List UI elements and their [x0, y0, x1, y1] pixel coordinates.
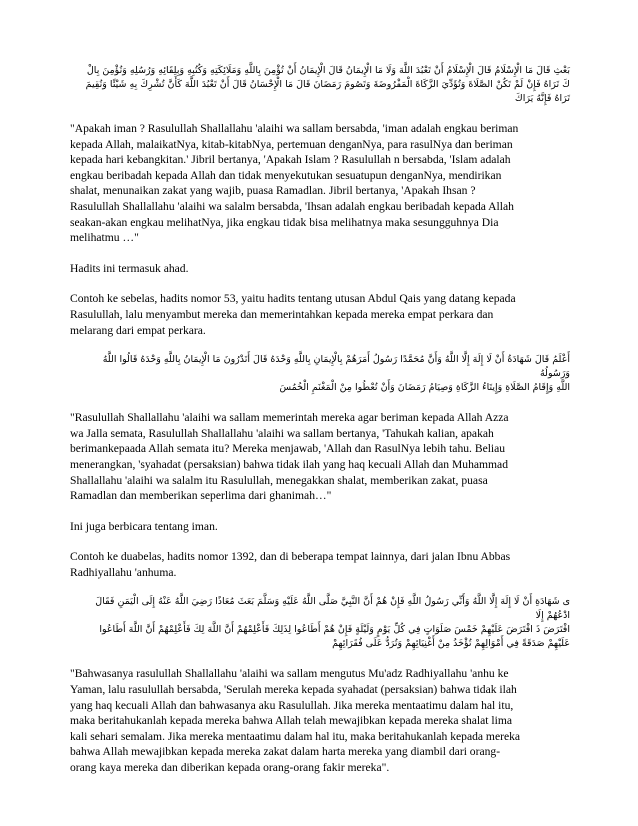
translation-line: kepada hari kebangkitan.' Jibril bertanya, 'Apakah Islam ? Rasulullah n bersabda, 'Islam adalah: [70, 153, 511, 167]
translation-line: "Apakah iman ? Rasulullah Shallallahu 'alaihi wa sallam bersabda, 'iman adalah engkau beriman: [70, 122, 519, 135]
translation-line: maka beritahukanlah kepada mereka bahwa Allah telah mewajibkan kepada mereka shalat lima: [70, 714, 512, 728]
translation-line: Yaman, lalu rasulullah bersabda, 'Serulah mereka kepada syahadat (persaksian) bahwa tidak ilah: [70, 683, 517, 697]
translation-line: "Rasulullah Shallallahu 'alaihi wa sallam memerintah mereka agar beriman kepada Allah Azza: [70, 411, 509, 425]
example-eleven-intro: [70, 291, 570, 338]
hadith-abdul-qais-arabic: [70, 353, 570, 395]
translation-line: engkau beribadah kepada Allah dan tidak menyekutukan sesuatupun denganNya, mendirikan: [70, 168, 502, 182]
hadith-jibril-arabic: [70, 64, 570, 106]
hadith-jibril-translation: [70, 121, 570, 246]
hadits-ahad-note: Hadits ini termasuk ahad.: [70, 261, 189, 275]
translation-line: orang kaya mereka dan diberikan kepada orang-orang fakir mereka".: [70, 761, 390, 775]
arabic-line: أَعْلَمُ قَالَ شَهَادَةُ أَنْ لَا إِلَهَ إِلَّا اللَّهُ وَأَنَّ مُحَمَّدًا رَسُولُ أَمَرَهُمْ بِالْإِيمَانِ بِاللَّهِ وَحْدَهُ قَالَ أَتَدْرُونَ مَا الْإِيمَانُ بِاللَّهِ وَحْدَهُ قَالُوا اللَّهُ وَرَسُولُهُ: [102, 354, 570, 380]
translation-line: Rasulullah Shallallahu 'alaihi wa salalm bersabda, 'Ihsan adalah engkau beribadah kepada Allah: [70, 199, 514, 213]
translation-line: wa Jalla semata, Rasulullah Shallallahu 'alaihi wa sallam bertanya, 'Tahukah kalian, apakah: [70, 426, 494, 440]
intro-line: Contoh ke duabelas, hadits nomor 1392, dan di beberapa tempat lainnya, dari jalan Ibnu Abbas: [70, 550, 511, 564]
arabic-line: كَ تَرَاهُ فَإِنْ لَمْ تَكُنْ الصَّلَاةَ وَتُؤَدِّيَ الزَّكَاةَ الْمَفْرُوضَةَ وَتَصُومَ رَمَضَانَ قَالَ مَا الْإِحْسَانُ قَالَ أَنْ تَعْبُدَ اللَّهَ كَأَنَّ تُشْرِكَ بِهِ شَيْئًا وَتُقِيمَ: [85, 79, 570, 90]
translation-line: bahwa Allah mewajibkan kepada mereka zakat dalam harta mereka yang diambil dari orang-: [70, 745, 501, 759]
example-twelve-intro: [70, 549, 570, 580]
intro-line: Contoh ke sebelas, hadits nomor 53, yaitu hadits tentang utusan Abdul Qais yang datang kepada: [70, 292, 516, 306]
hadith-abdul-qais-translation: [70, 410, 570, 504]
translation-line: "Bahwasanya rasulullah Shallallahu 'alaihi wa sallam mengutus Mu'adz Radhiyallahu 'anhu ke: [70, 667, 509, 681]
document-page: [70, 64, 570, 776]
arabic-line: عَلَيْهِمْ صَدَقَةً فِي أَمْوَالِهِمْ تُؤْخَذُ مِنْ أَغْنِيَائِهِمْ وَتُرَدُّ عَلَى فُقَرَائِهِمْ: [332, 638, 570, 650]
arabic-line: افْتَرَضَ ذَ افْتَرَضَ عَلَيْهِمْ خَمْسَ صَلَوَاتٍ فِي كُلِّ يَوْمٍ وَلَيْلَةٍ فَإِنْ هُمْ أَطَاعُوا لِذَلِكَ فَأَعْلِمْهُمْ أَنَّ اللَّهَ لِكَ فَأَعْلِمْهُمْ أَنَّ اللَّهَ أَطَاعُوا: [99, 624, 570, 636]
arabic-line: تَرَاهُ فَإِنَّهُ يَرَاكَ: [514, 93, 570, 104]
translation-line: shalat, menunaikan zakat yang wajib, puasa Ramadlan. Jibril bertanya, 'Apakah Ihsan ?: [70, 184, 476, 198]
iman-note: Ini juga berbicara tentang iman.: [70, 519, 218, 533]
translation-line: yang haq kecuali Allah dan bahwasanya aku Rasulullah. Jika mereka mentaatimu dalam hal itu,: [70, 698, 514, 712]
arabic-line: بَعْثِ قَالَ مَا الْإِسْلَامُ قَالَ الْإِسْلَامُ أَنْ تَعْبُدَ اللَّهَ وَلَا مَا الْإِيمَانُ قَالَ الْإِيمَانُ أَنْ تُؤْمِنَ بِاللَّهِ وَمَلَائِكَتِهِ وَكُتُبِهِ وَبِلِقَائِهِ وَرُسُلِهِ وَتُؤْمِنَ بِالْ: [86, 65, 570, 76]
intro-line: melarang dari empat perkara.: [70, 323, 206, 337]
translation-line: melihatmu …": [70, 231, 139, 245]
hadith-muadz-translation: [70, 666, 570, 775]
translation-line: berimankepaada Allah semata itu? Mereka menjawab, 'Allah dan RasulNya lebih tahu. Beliau: [70, 442, 506, 456]
translation-line: menerangkan, 'syahadat (persaksian) bahwa tidak ilah yang haq kecuali Allah dan Muhammad: [70, 457, 508, 471]
arabic-line: ى شَهَادَةِ أَنْ لَا إِلَهَ إِلَّا اللَّهُ وَأَنِّي رَسُولُ اللَّهِ فَإِنْ هُمْ أَنَّ النَّبِيَّ صَلَّى اللَّهُ عَلَيْهِ وَسَلَّمَ بَعَثَ مُعَاذًا رَضِيَ اللَّهُ عَنْهُ إِلَى الْيَمَنِ فَقَالَ ادْعُهُمْ إِلَا: [95, 596, 570, 622]
intro-line: Radhiyallahu 'anhuma.: [70, 565, 177, 579]
translation-line: seakan-akan engkau melihatNya, jika engkau tidak bisa melihatnya maka sesungguhnya Dia: [70, 215, 499, 229]
translation-line: Shallallahu 'alaihi wa salalm itu Rasulullah, menegakkan shalat, memberikan zakat, puasa: [70, 473, 488, 487]
intro-line: Rasulullah, lalu menyambut mereka dan memerintahkan kepada mereka empat perkara dan: [70, 307, 494, 321]
translation-line: kepada Allah, malaikatNya, kitab-kitabNya, pertemuan denganNya, para rasulNya dan beriman: [70, 137, 513, 151]
arabic-line: اللَّهِ وَإِقَامُ الصَّلَاةِ وَإِيتَاءُ الزَّكَاةِ وَصِيَامُ رَمَضَانَ وَأَنْ تُعْطُوا مِنْ الْمَغْنَمِ الْخُمُسَ: [279, 382, 570, 394]
translation-line: kali sehari semalam. Jika mereka mentaatimu dalam hal itu, maka beritahukanlah kepada mereka: [70, 729, 521, 743]
hadith-muadz-arabic: [70, 595, 570, 651]
translation-line: Ramadlan dan memberikan seperlima dari ghanimah…": [70, 489, 332, 503]
